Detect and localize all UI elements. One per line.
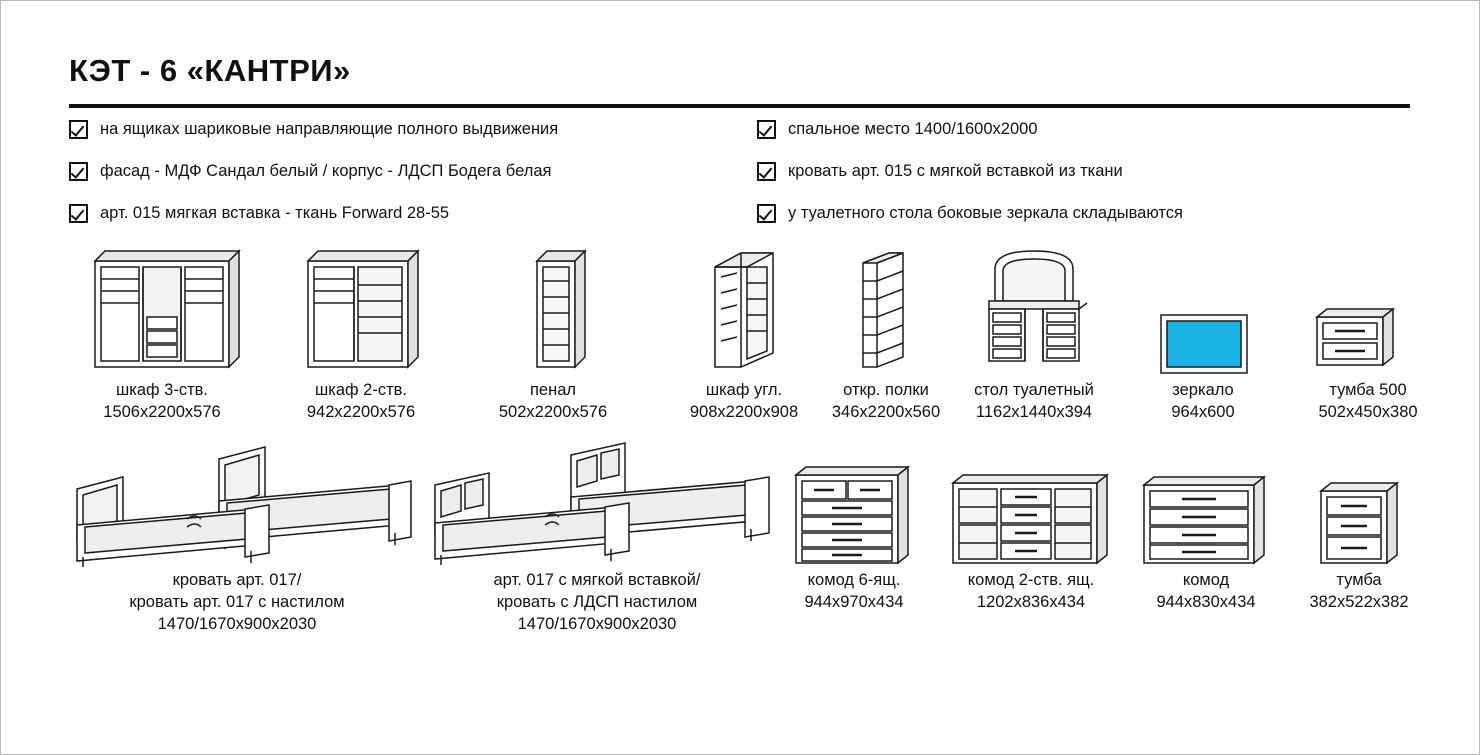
feature-item <box>69 119 759 143</box>
product-tall-cabinet <box>463 239 643 423</box>
product-illustration <box>1123 239 1283 379</box>
product-illustration <box>931 441 1131 569</box>
feature-item <box>757 161 1412 185</box>
checkbox-icon <box>757 120 776 139</box>
product-dimensions: 502х2200х576 <box>498 403 608 421</box>
product-illustration <box>776 441 932 569</box>
product-dimensions: 1162х1440х394 <box>975 403 1093 421</box>
product-nightstand-500 <box>1273 239 1463 423</box>
product-dressing-table <box>931 239 1137 423</box>
feature-column-left <box>69 119 759 245</box>
product-illustration <box>1126 441 1286 569</box>
product-name-line1: кровать арт. 017/ <box>172 571 302 589</box>
feature-label: арт. 015 мягкая вставка - ткань Forward 28-55 <box>100 204 450 222</box>
product-dimensions: 942х2200х576 <box>306 403 416 421</box>
feature-column-right <box>757 119 1412 245</box>
product-name: комод 6-ящ. <box>807 571 901 589</box>
checkbox-icon <box>69 120 88 139</box>
product-name: пенал <box>529 381 577 399</box>
product-illustration <box>419 441 775 569</box>
product-name: шкаф угл. <box>705 381 783 399</box>
product-name-line2: кровать арт. 017 с настилом <box>129 593 345 611</box>
product-name: шкаф 3-ств. <box>116 381 208 399</box>
product-chest <box>1126 441 1286 613</box>
checkbox-icon <box>69 204 88 223</box>
checkbox-icon <box>757 204 776 223</box>
feature-label: у туалетного стола боковые зеркала складываются <box>788 204 1183 222</box>
product-dimensions: 944х970х434 <box>804 593 904 611</box>
product-dimensions: 944х830х434 <box>1156 593 1256 611</box>
product-name: комод 2-ств. ящ. <box>967 571 1095 589</box>
product-illustration <box>931 239 1137 379</box>
product-wardrobe-3door <box>65 239 259 423</box>
product-name: откр. полки <box>843 381 929 399</box>
product-dimensions: 1202х836х434 <box>976 593 1086 611</box>
product-illustration <box>1279 441 1439 569</box>
title-divider <box>69 104 1410 108</box>
product-name-line1: арт. 017 с мягкой вставкой/ <box>493 571 701 589</box>
feature-label: кровать арт. 015 с мягкой вставкой из ткани <box>788 162 1123 180</box>
product-chest-6drawer <box>776 441 932 613</box>
feature-item <box>69 161 759 185</box>
product-name: тумба <box>1336 571 1382 589</box>
product-chest-2door <box>931 441 1131 613</box>
product-illustration <box>59 441 415 569</box>
product-dimensions: 1470/1670х900х2030 <box>517 615 677 633</box>
product-dimensions: 346х2200х560 <box>831 403 941 421</box>
product-dimensions: 908х2200х908 <box>689 403 799 421</box>
product-name: комод <box>1182 571 1230 589</box>
feature-label: спальное место 1400/1600х2000 <box>788 120 1038 138</box>
feature-label: фасад - МДФ Сандал белый / корпус - ЛДСП Бодега белая <box>100 162 552 180</box>
checkbox-icon <box>757 162 776 181</box>
product-illustration <box>266 239 456 379</box>
product-name-line2: кровать с ЛДСП настилом <box>496 593 698 611</box>
feature-label: на ящиках шариковые направляющие полного выдвижения <box>100 120 559 138</box>
product-name: шкаф 2-ств. <box>315 381 407 399</box>
product-wardrobe-2door <box>266 239 456 423</box>
product-dimensions: 1506х2200х576 <box>103 403 221 421</box>
product-dimensions: 502х450х380 <box>1318 403 1418 421</box>
product-nightstand <box>1279 441 1439 613</box>
feature-item <box>69 203 759 227</box>
product-name: тумба 500 <box>1329 381 1407 399</box>
product-name: зеркало <box>1172 381 1234 399</box>
product-bed-017 <box>59 441 415 635</box>
product-dimensions: 964х600 <box>1171 403 1235 421</box>
product-dimensions: 1470/1670х900х2030 <box>157 615 317 633</box>
product-name: стол туалетный <box>974 381 1094 399</box>
product-mirror <box>1123 239 1283 423</box>
product-bed-017-soft <box>419 441 775 635</box>
page-title: КЭТ - 6 «КАНТРИ» <box>69 53 351 88</box>
feature-item <box>757 119 1412 143</box>
checkbox-icon <box>69 162 88 181</box>
product-illustration <box>463 239 643 379</box>
feature-item <box>757 203 1412 227</box>
product-dimensions: 382х522х382 <box>1309 593 1409 611</box>
product-illustration <box>65 239 259 379</box>
product-illustration <box>1273 239 1463 379</box>
